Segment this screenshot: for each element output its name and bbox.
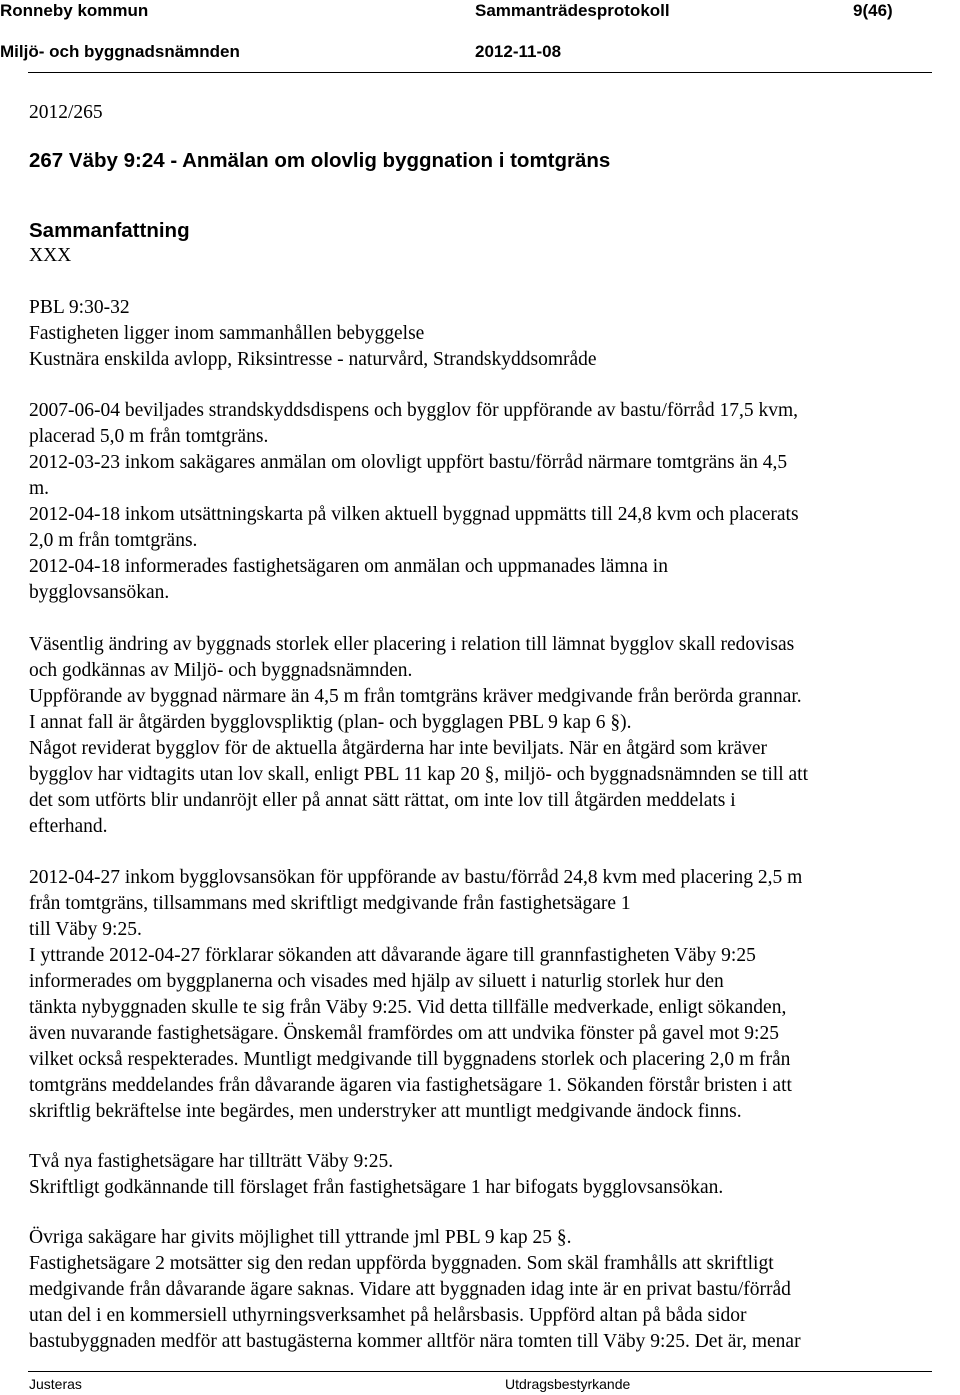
text-line: bastubyggnaden medför att bastugästerna kommer alltför nära tomten till Väby 9:25. Det är, menar xyxy=(29,1331,801,1352)
text-line: Väsentlig ändring av byggnads storlek eller placering i relation till lämnat bygglov skall redovisas xyxy=(29,634,795,655)
document-type: Sammanträdesprotokoll xyxy=(475,1,670,20)
text-line: PBL 9:30-32 xyxy=(29,297,130,318)
text-line: Skriftligt godkännande till förslaget från fastighetsägare 1 har bifogats bygglovsansökan. xyxy=(29,1177,724,1198)
meeting-date: 2012-11-08 xyxy=(475,42,562,61)
page-number: 9(46) xyxy=(853,1,893,20)
footer-justeras: Justeras xyxy=(29,1376,82,1392)
text-line: 2012-04-18 informerades fastighetsägaren om anmälan och uppmanades lämna in xyxy=(29,556,668,577)
text-line: bygglovsansökan. xyxy=(29,582,170,603)
section-title: 267 Väby 9:24 - Anmälan om olovlig byggnation i tomtgräns xyxy=(29,149,611,172)
footer-divider xyxy=(28,1371,932,1372)
text-line: 2012-04-27 inkom bygglovsansökan för uppförande av bastu/förråd 24,8 kvm med placering 2,5 m xyxy=(29,867,803,888)
summary-heading: Sammanfattning xyxy=(29,219,190,242)
paragraph-block-3 xyxy=(29,632,808,840)
text-line: I yttrande 2012-04-27 förklarar sökanden att dåvarande ägare till grannfastigheten Väby 9:25 xyxy=(29,945,756,966)
text-line: 2007-06-04 beviljades strandskyddsdispens och bygglov för uppförande av bastu/förråd 17,5 kvm, xyxy=(29,400,799,421)
text-line: m. xyxy=(29,478,50,499)
text-line: även nuvarande fastighetsägare. Önskemål framfördes om att undvika fönster på gavel mot 9:25 xyxy=(29,1023,779,1044)
text-line: efterhand. xyxy=(29,816,108,837)
text-line: 2012-03-23 inkom sakägares anmälan om olovligt uppfört bastu/förråd närmare tomtgräns än 4,5 xyxy=(29,452,788,473)
text-line: Övriga sakägare har givits möjlighet till yttrande jml PBL 9 kap 25 §. xyxy=(29,1227,572,1248)
text-line: vilket också respekterades. Muntligt medgivande till byggnadens storlek och placering 2,0 m från xyxy=(29,1049,791,1070)
header-divider xyxy=(28,72,932,73)
paragraph-block-2 xyxy=(29,398,799,606)
text-line: Uppförande av byggnad närmare än 4,5 m från tomtgräns kräver medgivande från berörda grannar. xyxy=(29,686,802,707)
text-line: Kustnära enskilda avlopp, Riksintresse - naturvård, Strandskyddsområde xyxy=(29,349,597,370)
municipality-name: Ronneby kommun xyxy=(0,1,149,20)
text-line: informerades om byggplanerna och visades med hjälp av siluett i naturlig storlek hur den xyxy=(29,971,724,992)
text-line: bygglov har vidtagits utan lov skall, enligt PBL 11 kap 20 §, miljö- och byggnadsnämnden se till att xyxy=(29,764,809,785)
footer-utdragsbestyrkande: Utdragsbestyrkande xyxy=(505,1376,631,1392)
text-line: I annat fall är åtgärden bygglovspliktig (plan- och bygglagen PBL 9 kap 6 §). xyxy=(29,712,632,733)
case-number: 2012/265 xyxy=(29,102,103,123)
text-line: och godkännas av Miljö- och byggnadsnämnden. xyxy=(29,660,413,681)
text-line: 2,0 m från tomtgräns. xyxy=(29,530,198,551)
paragraph-block-1 xyxy=(29,295,597,373)
text-line: skriftlig bekräftelse inte begärdes, men understryker att muntligt medgivande ändock finns. xyxy=(29,1101,742,1122)
text-line: utan del i en kommersiell uthyrningsverksamhet på helårsbasis. Uppförd altan på båda sidor xyxy=(29,1305,747,1326)
summary-placeholder: XXX xyxy=(29,245,72,266)
paragraph-block-4 xyxy=(29,865,802,1125)
text-line: placerad 5,0 m från tomtgräns. xyxy=(29,426,269,447)
text-line: Två nya fastighetsägare har tillträtt Väby 9:25. xyxy=(29,1151,394,1172)
text-line: medgivande från dåvarande ägare saknas. Vidare att byggnaden idag inte är en privat bastu/förråd xyxy=(29,1279,791,1300)
text-line: Fastigheten ligger inom sammanhållen bebyggelse xyxy=(29,323,425,344)
text-line: tomtgräns meddelandes från dåvarande ägaren via fastighetsägare 1. Sökanden förstår bristen i att xyxy=(29,1075,792,1096)
text-line: 2012-04-18 inkom utsättningskarta på vilken aktuell byggnad uppmätts till 24,8 kvm och placerats xyxy=(29,504,799,525)
board-name: Miljö- och byggnadsnämnden xyxy=(0,42,240,61)
text-line: Något reviderat bygglov för de aktuella åtgärderna har inte beviljats. När en åtgärd som kräver xyxy=(29,738,767,759)
paragraph-block-6 xyxy=(29,1225,801,1355)
text-line: Fastighetsägare 2 motsätter sig den redan uppförda byggnaden. Som skäl framhålls att skriftligt xyxy=(29,1253,774,1274)
text-line: tänkta nybyggnaden skulle te sig från Väby 9:25. Vid detta tillfälle medverkade, enligt sökanden, xyxy=(29,997,787,1018)
text-line: till Väby 9:25. xyxy=(29,919,142,940)
text-line: från tomtgräns, tillsammans med skriftligt medgivande från fastighetsägare 1 xyxy=(29,893,631,914)
text-line: det som utförts blir undanröjt eller på annat sätt rättat, om inte lov till åtgärden meddelats i xyxy=(29,790,736,811)
paragraph-block-5 xyxy=(29,1149,723,1201)
